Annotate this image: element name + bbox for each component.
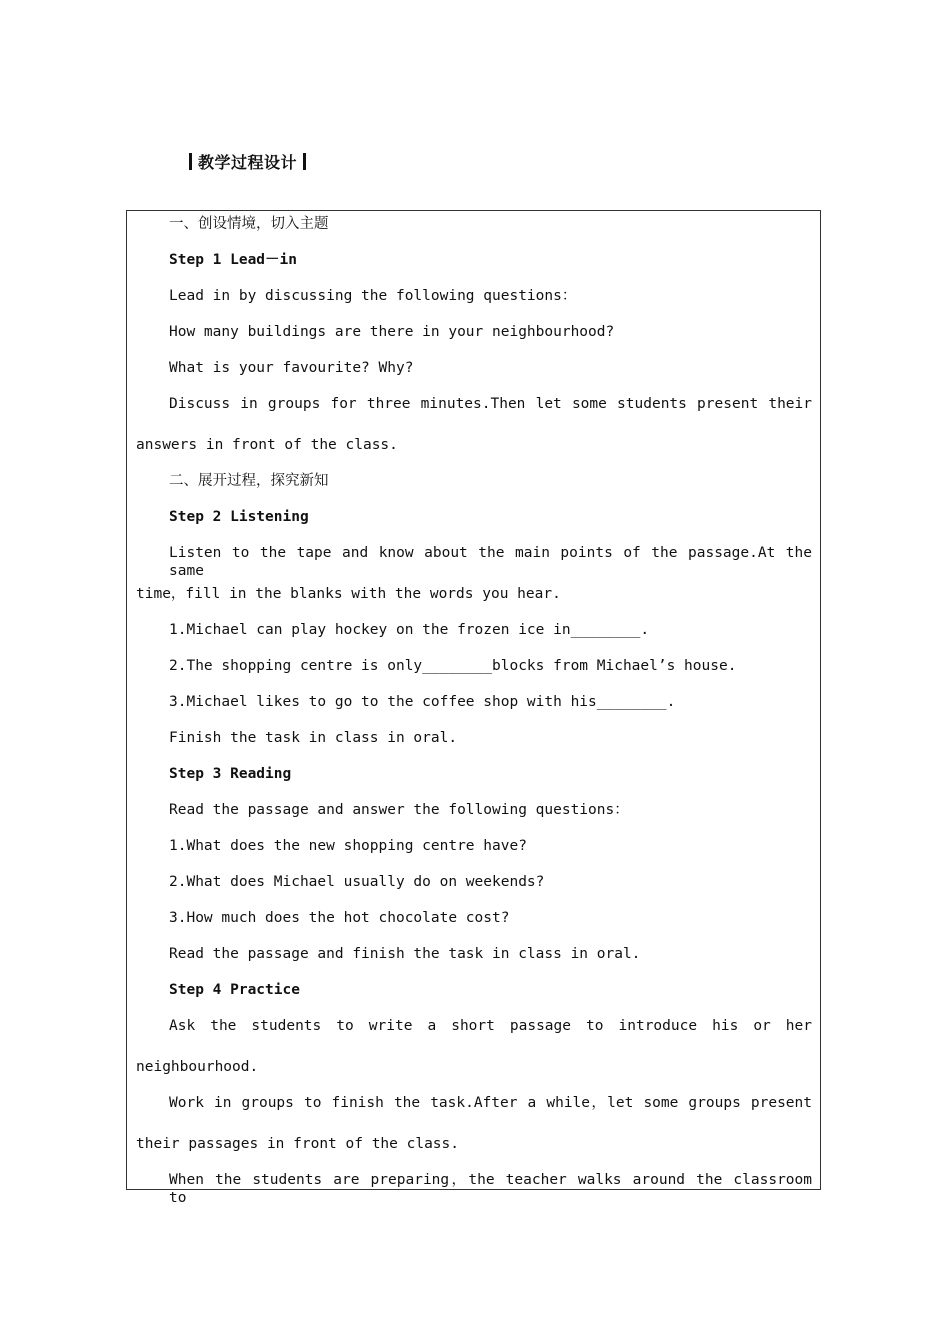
heading-bar-right	[303, 153, 306, 170]
content-table-cell	[126, 210, 821, 1206]
section-two-title: 二、展开过程，探究新知	[169, 473, 329, 489]
step-3-title: Step 3 Reading	[169, 766, 292, 782]
paragraph-line: time，fill in the blanks with the words you hear.	[136, 586, 561, 602]
question-line: 2.What does Michael usually do on weekends?	[169, 874, 545, 890]
paragraph-line: How many buildings are there in your neighbourhood?	[169, 324, 615, 340]
paragraph-line: their passages in front of the class.	[136, 1136, 460, 1152]
paragraph-line: Discuss in groups for three minutes.Then let some students present their	[169, 396, 812, 412]
paragraph-line: What is your favourite? Why?	[169, 360, 414, 376]
question-line: 1.Michael can play hockey on the frozen ice in________.	[169, 622, 650, 638]
paragraph-line: Finish the task in class in oral.	[169, 730, 458, 746]
heading-text: 教学过程设计	[198, 153, 298, 172]
step-4-title: Step 4 Practice	[169, 982, 300, 998]
paragraph-line: answers in front of the class.	[136, 437, 398, 453]
paragraph-line: Ask the students to write a short passage to introduce his or her	[169, 1018, 812, 1034]
paragraph-line: neighbourhood.	[136, 1059, 259, 1075]
step-2-title: Step 2 Listening	[169, 509, 309, 525]
paragraph-line: Listen to the tape and know about the main points of the passage.At the same	[169, 545, 812, 579]
step-1-title: Step 1 Lead－in	[169, 252, 297, 268]
paragraph-line: When the students are preparing，the teacher walks around the classroom to	[169, 1172, 812, 1206]
question-line: 3.How much does the hot chocolate cost?	[169, 910, 510, 926]
paragraph-line: Read the passage and finish the task in class in oral.	[169, 946, 641, 962]
question-line: 1.What does the new shopping centre have?	[169, 838, 527, 854]
question-line: 2.The shopping centre is only________blocks from Michael’s house.	[169, 658, 737, 674]
paragraph-line: Lead in by discussing the following questions：	[169, 288, 577, 304]
section-one-title: 一、创设情境，切入主题	[169, 216, 329, 232]
paragraph-line: Read the passage and answer the following questions：	[169, 802, 629, 818]
section-heading	[183, 150, 312, 173]
heading-bar-left	[189, 153, 192, 170]
paragraph-line: Work in groups to finish the task.After a while，let some groups present	[169, 1095, 812, 1111]
question-line: 3.Michael likes to go to the coffee shop with his________.	[169, 694, 676, 710]
